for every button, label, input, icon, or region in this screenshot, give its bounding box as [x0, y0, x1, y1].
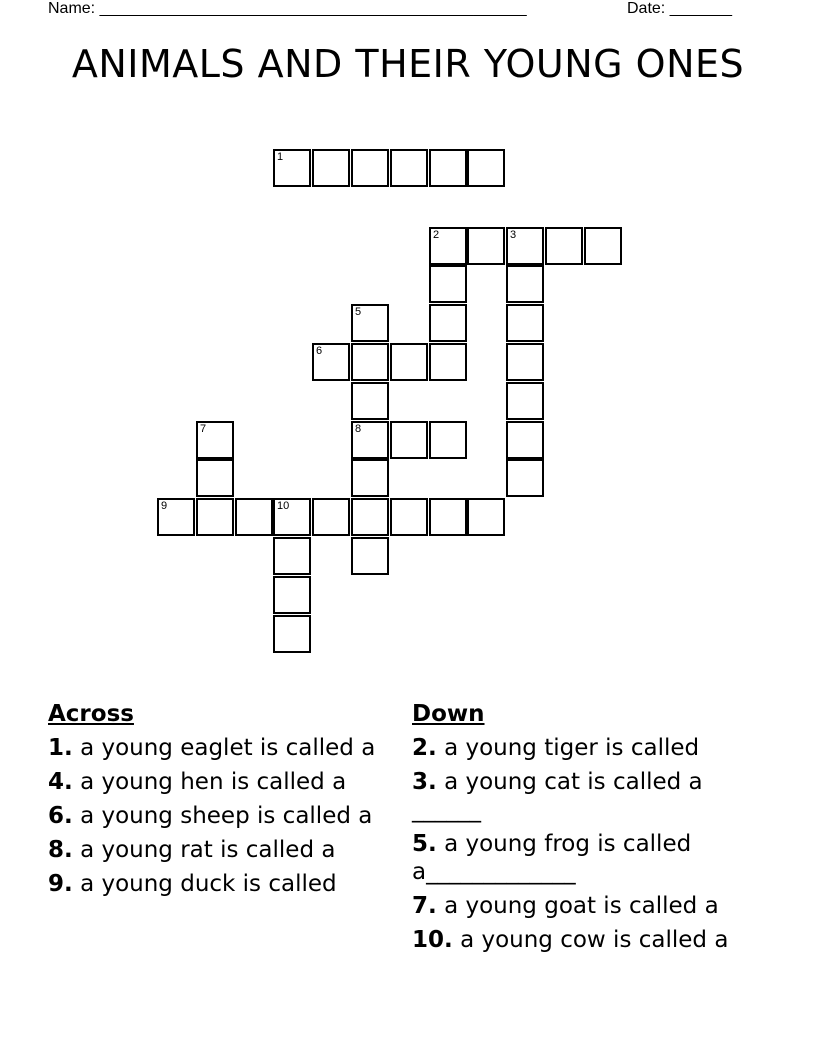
- grid-cell[interactable]: [506, 265, 544, 303]
- across-clues: [48, 700, 388, 904]
- clue-down-3: [412, 768, 772, 824]
- grid-cell[interactable]: [312, 149, 350, 187]
- grid-cell[interactable]: [351, 304, 389, 342]
- grid-cell[interactable]: [351, 343, 389, 381]
- clue-text: a young goat is called a: [444, 893, 719, 919]
- name-label: Name:: [48, 0, 96, 17]
- clue-number: 5.: [412, 831, 437, 857]
- clue-across-8: [48, 836, 388, 864]
- clue-down-7: [412, 892, 772, 920]
- grid-cell[interactable]: [351, 421, 389, 459]
- clue-text: a young cat is called a ______: [412, 769, 703, 823]
- grid-cell[interactable]: [429, 265, 467, 303]
- clue-text: a young duck is called: [80, 871, 337, 897]
- clue-text: a young sheep is called a: [80, 803, 373, 829]
- clue-text: a young cow is called a: [460, 927, 729, 953]
- clue-down-2: [412, 734, 772, 762]
- grid-cell[interactable]: [390, 343, 428, 381]
- grid-cell[interactable]: [506, 304, 544, 342]
- grid-cell[interactable]: [429, 149, 467, 187]
- across-heading: Across: [48, 701, 134, 727]
- grid-cell[interactable]: [351, 149, 389, 187]
- grid-cell[interactable]: [429, 227, 467, 265]
- grid-cell[interactable]: [351, 382, 389, 420]
- cell-number: 7: [200, 423, 207, 435]
- grid-cell[interactable]: [467, 498, 505, 536]
- grid-cell[interactable]: [157, 498, 195, 536]
- clue-number: 8.: [48, 837, 73, 863]
- grid-cell[interactable]: [506, 459, 544, 497]
- clue-text: a young frog is called a_____________: [412, 831, 692, 885]
- cell-number: 5: [355, 306, 362, 318]
- grid-cell[interactable]: [273, 576, 311, 614]
- clue-text: a young tiger is called: [444, 735, 700, 761]
- grid-cell[interactable]: [506, 382, 544, 420]
- grid-cell[interactable]: [390, 498, 428, 536]
- grid-cell[interactable]: [351, 498, 389, 536]
- name-field[interactable]: [48, 0, 527, 18]
- clue-number: 4.: [48, 769, 73, 795]
- clue-down-5: [412, 830, 772, 886]
- grid-cell[interactable]: [467, 227, 505, 265]
- cell-number: 2: [433, 229, 440, 241]
- grid-cell[interactable]: [467, 149, 505, 187]
- clue-text: a young hen is called a: [80, 769, 347, 795]
- date-field[interactable]: [627, 0, 732, 18]
- grid-cell[interactable]: [196, 498, 234, 536]
- clue-text: a young rat is called a: [80, 837, 336, 863]
- date-blank[interactable]: _______: [669, 0, 732, 17]
- grid-cell[interactable]: [506, 227, 544, 265]
- grid-cell[interactable]: [584, 227, 622, 265]
- clue-across-6: [48, 802, 388, 830]
- grid-cell[interactable]: [312, 343, 350, 381]
- grid-cell[interactable]: [429, 498, 467, 536]
- page-title: ANIMALS AND THEIR YOUNG ONES: [71, 42, 745, 86]
- clue-number: 1.: [48, 735, 73, 761]
- clue-across-9: [48, 870, 388, 898]
- cell-number: 6: [316, 345, 323, 357]
- clue-text: a young eaglet is called a: [80, 735, 376, 761]
- clue-down-10: [412, 926, 772, 954]
- grid-cell[interactable]: [351, 537, 389, 575]
- grid-cell[interactable]: [390, 149, 428, 187]
- grid-cell[interactable]: [273, 498, 311, 536]
- name-blank[interactable]: ________________________________________________: [99, 0, 527, 17]
- clue-number: 10.: [412, 927, 453, 953]
- clue-number: 2.: [412, 735, 437, 761]
- grid-cell[interactable]: [351, 459, 389, 497]
- clue-number: 9.: [48, 871, 73, 897]
- clue-number: 6.: [48, 803, 73, 829]
- grid-cell[interactable]: [196, 459, 234, 497]
- grid-cell[interactable]: [273, 537, 311, 575]
- grid-cell[interactable]: [545, 227, 583, 265]
- cell-number: 3: [510, 229, 517, 241]
- grid-cell[interactable]: [506, 343, 544, 381]
- grid-cell[interactable]: [429, 421, 467, 459]
- grid-cell[interactable]: [312, 498, 350, 536]
- clue-number: 3.: [412, 769, 437, 795]
- cell-number: 9: [161, 500, 168, 512]
- grid-cell[interactable]: [235, 498, 273, 536]
- grid-cell[interactable]: [273, 615, 311, 653]
- down-heading: Down: [412, 701, 485, 727]
- grid-cell[interactable]: [506, 421, 544, 459]
- grid-cell[interactable]: [429, 304, 467, 342]
- clue-across-4: [48, 768, 388, 796]
- cell-number: 10: [277, 500, 290, 512]
- down-clues: [412, 700, 772, 960]
- cell-number: 1: [277, 151, 284, 163]
- grid-cell[interactable]: [429, 343, 467, 381]
- grid-cell[interactable]: [390, 421, 428, 459]
- grid-cell[interactable]: [273, 149, 311, 187]
- grid-cell[interactable]: [196, 421, 234, 459]
- cell-number: 8: [355, 423, 362, 435]
- clue-across-1: [48, 734, 388, 762]
- clue-number: 7.: [412, 893, 437, 919]
- date-label: Date:: [627, 0, 666, 17]
